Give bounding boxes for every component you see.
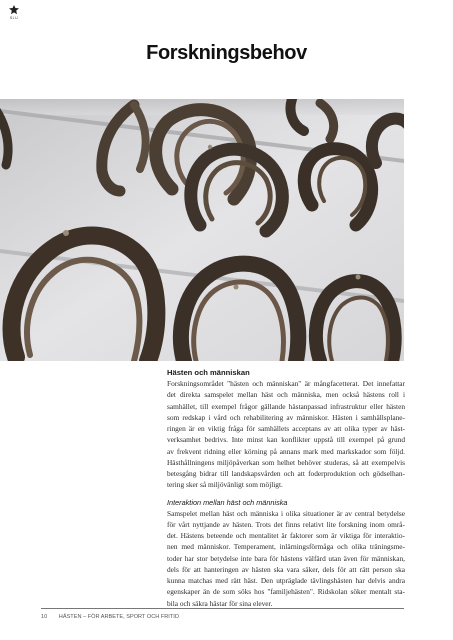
logo-letters: SLU [9, 16, 19, 20]
paragraph-2 [167, 508, 405, 609]
footer-divider [41, 608, 404, 609]
section-heading: Hästen och människan [167, 368, 250, 377]
paragraph-line: Samspelet mellan häst och människa i olika situationer är av central betydelse [167, 508, 405, 518]
paragraph-line: bila och säkra hästar för sina elever. [167, 598, 273, 608]
article [167, 368, 405, 609]
page-footer [41, 614, 179, 620]
paragraph-line: toder har stor betydelse inte bara för hästens välfärd utan även för människan, [167, 553, 405, 563]
page-number: 10 [41, 614, 48, 620]
paragraph-line: egenskaper än de som söks hos "familjehästen". Ridskolan söker mentalt sta- [167, 587, 405, 597]
paragraph-line: kunna matchas med rätt häst. Den utpräglade tävlingshästen har delvis andra [167, 576, 405, 585]
paragraph-line: tering sker så miljövänligt som möjligt. [167, 480, 283, 490]
paragraph-line: betesgång bidrar till landskapsvården och att foderproduktion och gödselhan- [167, 469, 405, 478]
paragraph-line: Forskningsområdet "hästen och människan" är mångfacetterat. Det innefattar [167, 379, 405, 388]
crown-icon [8, 5, 20, 15]
paragraph-line: nen med människor. Temperament, inlärningsförmåga och olika träningsme- [167, 542, 405, 552]
paragraph-line: det. Hästens beteende och mentalitet är faktorer som är viktiga för interaktio- [167, 531, 405, 540]
running-title: HÄSTEN – FÖR ARBETE, SPORT OCH FRITID [58, 614, 179, 620]
paragraph-line: ringen är en viktig fråga för samhällets acceptans av att olika typer av häst- [167, 424, 405, 433]
paragraph-line: som redskap i vård och rehabilitering av människor. Hästen i samhällsplane- [167, 412, 405, 422]
paragraph-line: för vårt nyttjande av hästen. Trots det finns relativt lite forskning inom områ- [167, 519, 405, 529]
paragraph-line: samhället, till exempel frågor gällande hästanpassad infrastruktur eller hästen [167, 401, 405, 411]
horseshoes-photo [0, 99, 404, 361]
paragraph-1 [167, 378, 405, 491]
paragraph-line: verksamhet bedrivs. Inte minst kan konflikter uppstå till exempel på grund [167, 435, 405, 445]
page-title: Forskningsbehov [146, 42, 307, 64]
sub-heading: Interaktion mellan häst och människa [167, 497, 288, 507]
slu-logo [6, 5, 22, 20]
paragraph-line: dels för att hanteringen av hästen ska vara säker, dels för att rätt person ska [167, 564, 405, 574]
paragraph-line: av frekvent ridning eller körning på annans mark med markskador som följd. [167, 446, 405, 456]
paragraph-line: Hästhållningens miljöpåverkan som helhet behöver studeras, så att exempelvis [167, 457, 405, 467]
paragraph-line: det direkta samspelet mellan häst och människa, men också hästens roll i [167, 390, 405, 400]
